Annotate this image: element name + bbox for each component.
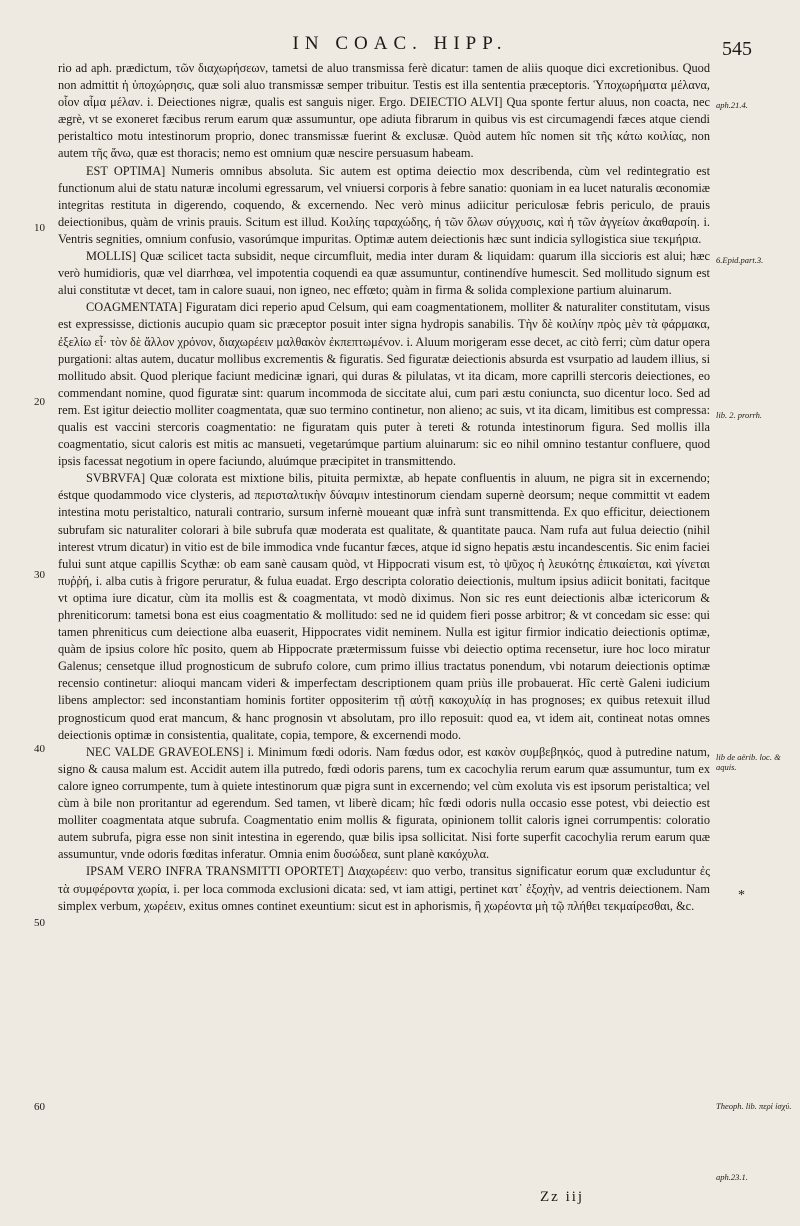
body-text (58, 60, 710, 915)
margin-note: lib. 2. prorrh. (716, 410, 763, 420)
line-number: 20 (34, 396, 45, 408)
running-head: IN COAC. HIPP. (292, 33, 508, 54)
paragraph: MOLLIS] Quæ scilicet tacta subsidit, neque circumfluit, media inter duram & liquidam: quarum illa siccioris est alui; hæc verò humidioris, quæ vel diarrhœa, vel impotentia coquendi ea quæ assumuntur, continendíve humescit. Sed mollitudo signum est alui constitutæ vt decet, tam in calore suaui, non igneo, nec effœto; quàm in firma & solida complexione partium aluinarum. (58, 249, 710, 298)
line-number: 60 (34, 1101, 45, 1113)
line-number: 40 (34, 743, 45, 755)
line-number: 30 (34, 569, 45, 581)
paragraph: rio ad aph. prædictum, τῶν διαχωρήσεων, tametsi de aluo transmissa ferè dicatur: tamen de aliis quoque dici excretionibus. Quod non admittit ἡ ὑποχώρησις, quæ soli aluo transmissæ semper tribuitur. Testis est illa sententia præceptoris. Ὑποχωρήματα μέλανα, οἷον αἷμα μέλαν. i. Deiectiones nigræ, qualis est sanguis niger. Ergo. DEIECTIO ALVI] Qua sponte fertur aluus, non coacta, nec ægrè, vt se exoneret fæcibus rerum earum quæ assumuntur, ope adiuta fibrarum in quibus vis est circumagendi fæces atque ciendi peristaltico motu intestinorum proprio, donec transmissæ fuerint & exclusæ. Quòd autem hîc nomen sit τῆς κάτω κοιλίας, non autem τῆς ἄνω, quæ est thoracis; nemo est omnium quæ nescire persuasum habeam. (58, 61, 710, 161)
paragraph: COAGMENTATA] Figuratam dici reperio apud Celsum, qui eam coagmentationem, molliter & naturaliter constitutam, visus est expressisse, dictionis aucupio quam sic præceptor posuit inter signa hydropis sanabilis. Τὴν δὲ κοιλίην πρὸς μὲν τὰ φάρμακα, ἐξελίω εἶ· τὸν δὲ ἄλλον χρόνον, διαχωρέειν μαλθακὸν ἐκπεπτωμένον. i. Aluum morigeram esse decet, ac citò ferri; cùm datur opera purgationi: altas autem, ducatur mollibus excrementis & figuratis. Sed figuratæ deiectionis absurda est vsurpatio ad laudem illius, si mollitudo absit. Quod plerique faciunt medicinæ ignari, qui duras & pilulatas, vt ita dicam, more caprilli stercoris deiectiones, eo commendant nomine, quod figuratæ sint: quarum incommoda de siccitate alui, cum pari æstu coniuncta, suo dicentur loco. Sed ad rem. Est igitur deiectio molliter coagmentata, quæ suo termino continetur, non alieno; ac suis, vt ita dicam, limitibus est compressa: qualis est vaccini stercoris coagmentatio: ne figuratam quis puter à tereti & rotunda intestinorum figura. Sed mollis illa coagmentatio, sicut caloris est mitis ac mansueti, vegetarúmque partium aluinarum: sic eo nihil omnino testantur confluere, quod ipsis facessat negotium in opere faciundo, aluúmque præcipitet in transmittendo. (58, 300, 710, 469)
margin-note: Theoph. lib. περὶ ἰσχύ. (716, 1101, 792, 1111)
line-number: 50 (34, 917, 45, 929)
asterisk-mark: * (738, 888, 745, 903)
margin-note: 6.Epid.part.3. (716, 255, 764, 265)
paragraph: EST OPTIMA] Numeris omnibus absoluta. Sic autem est optima deiectio mox describenda, cùm vel redintegratio est functionum alui de statu naturæ incolumi egressarum, vel vniuersi corporis à febre sanatio: quoniam in ea lucet naturalis œconomiæ integritas restituta in digerendo, coquendo, & excernendo. Nec verò minus adiicitur periculosæ febris periculo, de prauis deiectionibus, quàm de vrinis prauis. Scitum est illud. Κοιλίης ταραχώδης, ἡ τῶν ὅλων σύγχυσις, καὶ ἡ τῶν ἀγγείων ἀκαθαρσίη. i. Ventris segnities, omnium confusio, vasorúmque impuritas. Optimæ autem deiectionis hæc sunt indicia syllogistica siue τεκμήρια. (58, 163, 710, 246)
signature-mark: Zz iij (540, 1189, 585, 1205)
margin-note: aph.23.1. (716, 1172, 748, 1182)
margin-note: lib de aërib. loc. & aquis. (716, 752, 781, 772)
line-number: 10 (34, 222, 45, 234)
margin-note: aph.21.4. (716, 100, 748, 110)
paragraph: SVBRVFA] Quæ colorata est mixtione bilis, pituita permixtæ, ab hepate confluentis in aluum, ne pigra sit in excernendo; éstque quodammodo vice clysteris, ad περισταλτικὴν δύναμιν intestinorum ciendam supernè deorsum; neque committit vt eadem intestina motu peristaltico, naturali contrario, sursum infernè moueant quæ infrà sunt transmittenda. Ex quo efficitur, deiectionem subrufam sic naturaliter colorari à bile subrufa quæ moderata est qualitate, & quantitate pauca. Nam rufa aut fulua deiectio (nihil interest vtrum dicatur) in vitio est de bile immodica vnde fucantur fæces, atque id signo hepatis æstu incandescentis. Sic enim faciei fului sunt atque capillis Scythæ: ob eam sanè causam quòd, vt Hippocrati visum est, τὸ ψῦχος ἡ λευκότης ἐπικαίεται, καὶ γίνεται πυῤῥή, i. alba cutis à frigore peruratur, & fulua euadat. Ergo descripta coloratio deiectionis, multum ipsius adiicit bonitati, facitque vt optima iure dicatur, cùm ita mollis est & coagmentata, vt modò diximus. Non sic res eunt deiectionis albæ ictericorum & phreniticorum: tametsi bona est eius coagmentatio & mollitudo: sed ne id quidem fieri posse arbitror; & vt concedam sic esse: qui tamen phreniticus cum deiectione alba euaserit, Hippocrates vidit neminem. Nulla est igitur firmior indicatio deiectionis optimæ, quàm de ipsius colore hîc posito, quem ab Hippocrate prætermissum fuisse vbi deiectio optima recensetur, iure hoc loco miratur Galenus; censetque illud prognosticum de subrufo colore, cum primo illius tractatus ponendum, vbi notarum deiectionis optimæ recensio continetur: alioqui mancam videri & imperfectam descriptionem quam priùs ille probauerat. Hîc certè Galeni iudicium libens amplector: sed inconstantiam hominis fortiter oppositerim τῇ αὐτῇ κακοχυλίᾳ in has prognoses; ex quibus retexuit illud prognosticum quod erat mancum, & hanc prognosin vt absolutam, pro illo reposuit: quod ea, vt idem ait, contineat notas omnes deiectionis optimæ in consistentia, qualitate, copia, tempore, & excernendi modo. (58, 471, 710, 742)
page-number: 545 (722, 38, 752, 60)
paragraph: NEC VALDE GRAVEOLENS] i. Minimum fœdi odoris. Nam fœdus odor, est κακὸν συμβεβηκός, quod à putredine natum, signo & causa malum est. Accidit autem illa putredo, fœdi odoris parens, tum ex cacochylia rerum earum quæ assumuntur, tum ex calore igneo corrumpente, tum à quiete intestinorum quæ pigra sunt in excernendo; vel cùm exoluta vis est ipsorum peristaltica; vel cùm à bile non proritantur ad egerendum. Sed tamen, vt liberè dicam; hîc fœdi odoris nulla occasio esse potest, vbi deiectio est molliter coagmentata atque subrufa. Coagmentatio enim mollis & figurata, opinionem tollit caloris ignei corrumpentis: coloratio autem subrufa, pigra esse non sinit intestina in egerendo, quæ bilis ipsa sollicitat. Nisi forte superfit cacochylia rerum earum quæ assumuntur, vnde odoris fœditas inferatur. Omnia enim δυσώδεα, sunt planè κακόχυλα. (58, 744, 710, 862)
paragraph: IPSAM VERO INFRA TRANSMITTI OPORTET] Διαχωρέειν: quo verbo, transitus significatur eorum quæ excluduntur ἐς τὰ συμφέροντα χωρία, i. per loca commoda exclusioni dicata: sed, vt iam attigi, pertinet κατ᾽ ἐξοχὴν, ad ventris deiectionem. Nam simplex verbum, χωρέειν, exitus omnes continet exeuntium: sicut est in aphorismis, ἢ χωρέοντα μὴ τῷ πλήθει τεκμαίρεσθαι, &c. (58, 864, 710, 913)
